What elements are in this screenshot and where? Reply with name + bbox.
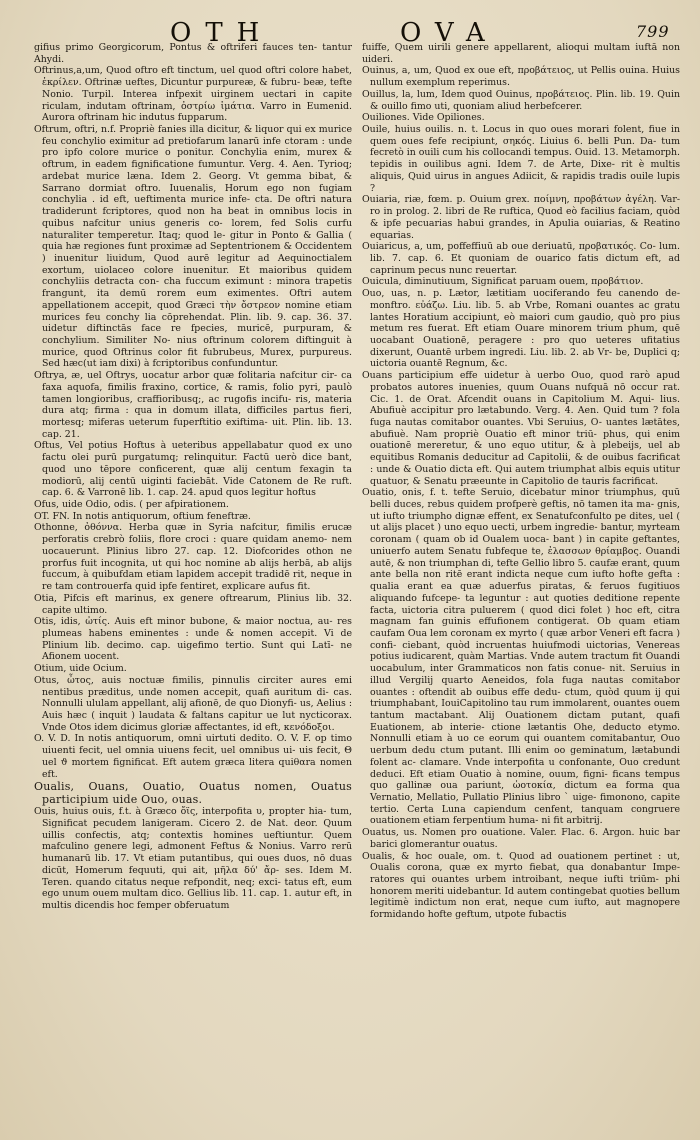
dictionary-entry: fuiffe, Quem uirili genere appellarent, alioqui multam iuftā non uideri. <box>362 42 680 65</box>
running-head-right: OVA <box>400 18 499 48</box>
dictionary-entry: Oftrinus,a,um, Quod oftro eft tinctum, uel quod oftri colore habet, ἐκρίλεν. Oftrinæ ueftes, Dicuntur purpureæ, & fubru- beæ, tefte Nonio. Turpil. Interea infpexit uirginem uectari in capite riculam, indutam oftrinam, ὀστρίω ἱμάτια. Varro in Eumenid. Aurora oftrinam hic indutus fupparum. <box>34 65 352 124</box>
dictionary-entry: Ouiliones. Vide Opiliones. <box>362 112 485 124</box>
dictionary-entry: Ouillus, la, lum, Idem quod Ouinus, προβάτειος. Plin. lib. 19. Quin & ouillo fimo uti, quoniam aliud herbefcerer. <box>362 88 680 112</box>
dictionary-entry: Ouiaria, riæ, fœm. p. Ouium grex. ποίμνη, προβάτων ἀγέλη. Var- ro in prolog. 2. libri de Re ruftica, Quod eò facilius faciam, quòd & ipfe pecuarias habui grandes, in Apulia ouiarias, & Reatino equarias. <box>362 194 680 241</box>
dictionary-entry: Ouo, uas, n. p. Lætor, lætitiam uociferando feu canendo de- monftro. εὐάζω. Liu. lib. 5. ab Vrbe, Romani ouantes ac gratu lantes Horatium accipiunt, eò maiori cum gaudio, quò pro pius metum res fuerat. Eft etiam Ouare minorem trium phum, quē uocabant Ouationē, peragere : pro quo ueteres ufitatius dixerunt, Ouantē urbem ingredi. Liu. lib. 2. ab Vr- be, Duplici q; uictoria ouantē Regnum, &c. <box>362 288 680 370</box>
dictionary-entry: Ouatio, onis, f. t. tefte Seruio, dicebatur minor triumphus, quū belli duces, rebus quidem profperè geftis, nō tamen ita ma- gnis, ut iufto triumpho dignæ effent, ex Senatufconfulto pe dites, uel ( ut alijs placet ) uno equo uecti, urbem ingredie- bantur, myrteam coronam ( quam ob id Oualem uoca- bant ) in capite geftantes, uniuerfo autem Senatu fubfeque te, ἐλασσων θρίαμβος. Ouandi autē, & non triumphan di, tefte Gellio libro 5. caufæ erant, quum ante bella non ritē erant indicta neque cum iufto hofte gefta : qualia erant ea quæ aduerfus piratas, & feruos fugitiuos aliquando fufcepe- ta leguntur : aut quoties deditione repente facta, uictoria citra puluerem ( quod dici folet ) hoc eft, citra magnam fan guinis effufionem contigerat. Ob quam etiam caufam Oua lem coronam ex myrto ( quæ arbor Veneri eft facra ) confi- ciebant, quòd incruentas huiufmodi uictorias, Venereas potius iudicarent, quàm Martias. Vnde autem tractum fit Ouandi uocabulum, inter Grammaticos non fatis conue- nit. Seruius in illud Vergilij quarto Aeneidos, fola fuga nautas comitabor ouantes : oftendit ab ouibus effe dedu- ctum, quòd quum ij qui triumphabant, IouiCapitolino tau rum immolarent, ouantes ouem tantum mactabant. Alij Ouationem dictam putant, quafi Euationem, ab interie- ctione lætantis Ohe, deducto etymo. Nonnulli etiam à uo ce eorum qui ouantem comitabantur, Ouo uerbum dedu ctum putant. Illi enim oo geminatum, lætabundi folent ac- clamare. Vnde interpofita u confonante, Ouo credunt deduci. Eft etiam Ouatio à nomine, ouum, figni- ficans tempus quo gallinæ oua pariunt, ὠοτοκία, dictum ea forma qua Vernatio, Mellatio, Pullatio Plinius libro ` uige- fimonono, capite tertio. Certa Luna capiendum cenfent, tanquam congruere ouationem etiam ferpentium huma- ni fit arbitrij. <box>362 487 680 827</box>
dictionary-entry: O. V. D. In notis antiquorum, omni uirtuti dedito. O. V. F. op timo uiuenti fecit, uel omnia uiuens fecit, uel omnibus ui- uis fecit, Θ uel ϑ mortem fignificat. Eft autem græca litera quiθαra nomen eft. <box>34 733 352 780</box>
dictionary-entry: gifius primo Georgicorum, Pontus & oftriferi fauces ten- tantur Ahydi. <box>34 42 352 65</box>
dictionary-entry: Oualis, Ouans, Ouatio, Ouatus nomen, Ouatus participium uide Ouo, ouas. <box>34 780 352 807</box>
dictionary-entry: Ouatus, us. Nomen pro ouatione. Valer. Flac. 6. Argon. huic bar barici glomerantur ouatus. <box>362 827 680 850</box>
dictionary-entry: Ouinus, a, um, Quod ex oue eft, προβάτειος, ut Pellis ouina. Huius nullum exemplum reperimus. <box>362 65 680 89</box>
dictionary-entry: Othonne, ὀθόννα. Herba quæ in Syria nafcitur, fimilis erucæ perforatis crebrò foliis, flore croci : quare quidam anemo- nem uocauerunt. Plinius libro 27. cap. 12. Diofcorides othon ne prorfus fuit incognita, ut qui hoc nomine ab alijs herbā, ab alijs fuccum, à quibufdam etiam lapidem accepit tradidē rit, neque in re tam controuerfa quid ipfe fentiret, explicare aufus fit. <box>34 522 352 593</box>
dictionary-entry: Ouicula, diminutiuum, Significat paruam ouem, προβάτιον. <box>362 276 644 288</box>
dictionary-entry: Ouis, huius ouis, f.t. à Græco ὄϊς, interpofita υ, propter hia- tum, Significat pecudem lanigeram. Cicero 2. de Nat. deor. Quum uillis confectis, atq; contextis homines ueftiuntur. Quem mafculino genere legi, admonent Feftus & Nonius. Varro rerū humanarū lib. 17. Vt etiam putantibus, qui oues duos, nō duas dicūt, Homerum fequuti, qui ait, μῆλα δύ' ἄρ- ses. Idem M. Teren. quando citatus neque refpondit, neq; exci- tatus eft, eum ego unum ouem multam dico. Gellius lib. 11. cap. 1. autur eft, in multis dicendis hoc femper obferuatum <box>34 806 352 912</box>
dictionary-entry: Oftus, Vel potius Hoftus à ueteribus appellabatur quod ex uno factu olei purū purgatumq; relinquitur. Factū uerò dice bant, quod uno tēpore conficerent, quæ alij centum fexagin ta modiorū, alij centū uiginti faciebāt. Vide Catonem de Re ruft. cap. 6. & Varronē lib. 1. cap. 24. apud quos legitur hoftus <box>34 440 352 499</box>
dictionary-entry: Ouans participium effe uidetur à uerbo Ouo, quod rarò apud probatos autores inuenies, quum Ouans nufquā nō occur rat. Cic. 1. de Orat. Afcendit ouans in Capitolium M. Aqui- lius. Abufiuè accipitur pro lætabundo. Verg. 4. Aen. Quid tum ? fola fuga nautas comitabor ouantes. Vbi Seruius, O- uantes lætātes, abufiuè. Nam propriè Ouatio eft minor triū- phus, qui enim ouationē mereretur, & uno equo utitur, & à plebeijs, uel ab equitibus Romanis deducitur ad Capitolii, & de ouibus facrificat : unde & Ouatio dicta eft. Qui autem triumphat albis equis utitur quatuor, & Senatu præeunte in Capitolio de tauris facrificat. <box>362 370 680 487</box>
dictionary-entry: Oftrya, æ, uel Oftrys, uocatur arbor quæ folitaria nafcitur cir- ca faxa aquofa, fimilis fraxino, cortice, & ramis, folio pyri, paulò tamen longioribus, craffioribusq;, ac rugofis incifu- ris, materia dura atq; firma : qua in domum illata, difficiles partus fieri, mortesq; miferas ueterum fuperftitio exiftima- uit. Plin. lib. 13. cap. 21. <box>34 370 352 440</box>
dictionary-entry: Ofus, uide Odio, odis. ( per afpirationem. <box>34 499 229 511</box>
dictionary-entry: Ouiaricus, a, um, poffeffiuū ab oue deriuatū, προβατικός. Co- lum. lib. 7. cap. 6. Et quoniam de ouarico fatis dictum eft, ad caprinum pecus nunc reuertar. <box>362 241 680 276</box>
dictionary-entry: Oftrum, oftri, n.f. Propriè fanies illa dicitur, & liquor qui ex murice feu conchylio eximitur ad pretiofarum lanarū infe ctoram : unde pro ipfo colore murice o ponitur. Conchylia enim, murex & oftrum, in eadem fignificatione fumuntur. Verg. 4. Aen. Tyrioq; ardebat murice læna. Idem 2. Georg. Vt gemma bibat, & Sarrano dormiat oftro. Iuuenalis, Horum ego non fugiam conchylia . id eft, ueftimenta murice infe- cta. De oftri natura tradiderunt fcriptores, quod non ha beat in omnibus locis in quibus nafcitur unius generis co- lorem, fed Solis curfu naturaliter temperetur. Itaq; quod le- gitur in Ponto & Gallia ( quia hæ regiones funt proximæ ad Septentrionem & Occidentem ) inuenitur liuidum, Quod aurē legitur ad Aequinoctialem exortum, uiolaceo colore inuenitur. Et maioribus quidem conchyliis detracta con- cha fuccum eximunt : minora trapetis frangunt, ita demū rorem eum eximentes. Oftri autem appellationem accepit, quod Græci τὴν ὄστρεον nomine etiam murices feu conchy lia cōprehendat. Plin. lib. 9. cap. 36. 37. uidetur diftinctās face re fpecies, muricē, purpuram, & conchylium. Similiter No- nius oftrinum colorem diftinguit à murice, quod Oftrinus color fit fubrubeus, Murex, purpureus. Sed hæc(ut iam dixi) à fcriptoribus confunduntur. <box>34 124 352 370</box>
dictionary-entry: Otis, idis, ὠτίς. Auis eft minor bubone, & maior noctua, au- res plumeas habens eminentes : unde & nomen accepit. Vi de Plinium lib. decimo. cap. uigefimo tertio. Sunt qui Latī- ne Afionem uocent. <box>34 616 352 663</box>
dictionary-entry: Otia, Pifcis eft marinus, ex genere oftrearum, Plinius lib. 32. capite ultimo. <box>34 592 352 616</box>
dictionary-entry: Otus, ὦτος, auis noctuæ fimilis, pinnulis circiter aures emi nentibus præditus, unde nomen accepit, quafi auritum di- cas. Nonnulli ululam appellant, alij afionē, de quo Dionyfi- us, Aelius : Auis hæc ( inquit ) laudata & faltans capitur ue lut nycticorax. Vnde Otos idem dicimus gloriæ affectantes, id eft, κενόδοξοι. <box>34 674 352 733</box>
page-number: 799 <box>636 22 670 41</box>
dictionary-entry: OT. FN. In notis antiquorum, oftium feneftræ. <box>34 510 251 522</box>
right-column <box>362 42 680 921</box>
left-column <box>34 42 352 912</box>
dictionary-entry: Oualis, & hoc ouale, om. t. Quod ad ouationem pertinet : ut, Oualis corona, quæ ex myrto fiebat, qua donabantur Impe- ratores qui ouantes urbem introibant, neque iufti triūm- phi honorem meriti uidebantur. Id autem contingebat quoties bellum legitimè indictum non erat, neque cum iufto, aut magnopere formidando hofte geftum, utpote fubactis <box>362 850 680 921</box>
dictionary-entry: Otium, uide Ocium. <box>34 663 127 675</box>
dictionary-entry: Ouile, huius ouilis. n. t. Locus in quo oues morari folent, fiue in quem oues fefe recipiunt, σηκός. Liuius 6. belli Pun. Da- tum fecretò in ouili cum his collocandi tempus. Ouid. 13. Metamorph. tepidis in ouilibus agni. Idem 7. de Arte, Dixe- rit è multis aliquis, Quid uirus in angues Adiicit, & rapidis tradis ouile lupis ? <box>362 124 680 194</box>
running-head-left: OTH <box>170 18 274 48</box>
